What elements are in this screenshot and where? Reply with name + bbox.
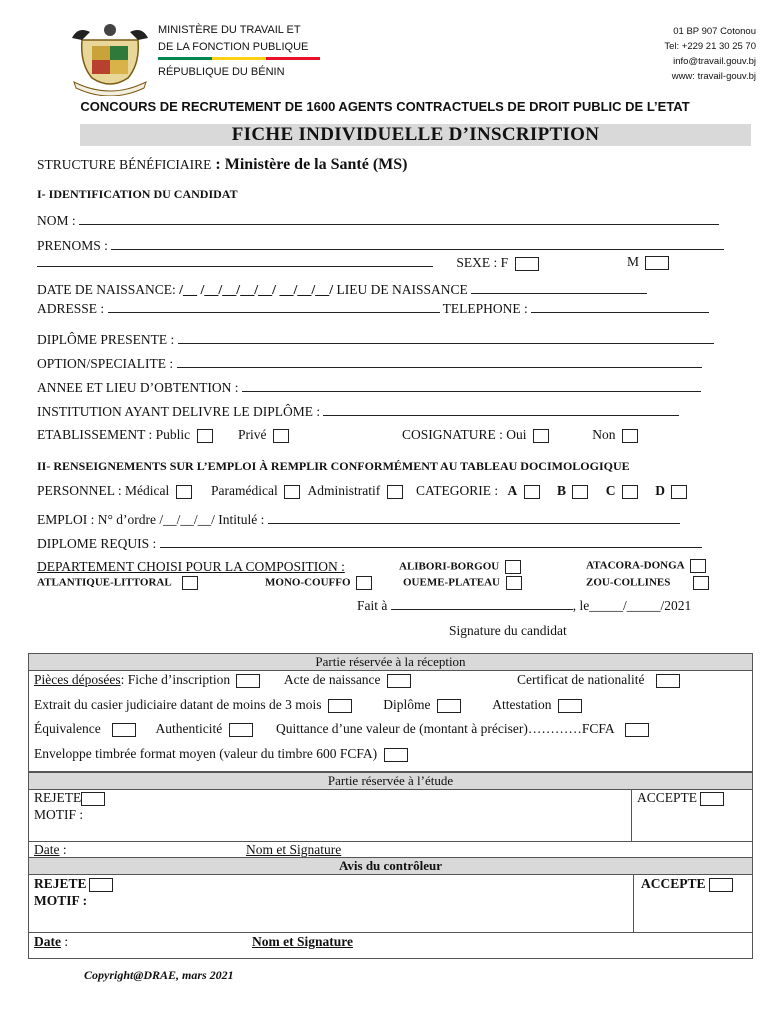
option-row xyxy=(37,355,702,372)
nom-field[interactable] xyxy=(79,212,719,225)
categorie-b-checkbox[interactable] xyxy=(572,485,588,499)
atlantique-row xyxy=(37,576,198,590)
contact-email: info@travail.gouv.bj xyxy=(673,56,756,67)
controleur-rejete-row xyxy=(34,876,113,892)
cosignature-non-checkbox[interactable] xyxy=(622,429,638,443)
controleur-date-row xyxy=(34,934,68,950)
personnel-administratif-checkbox[interactable] xyxy=(387,485,403,499)
prenoms-row xyxy=(37,237,724,254)
reception-row4 xyxy=(34,746,408,762)
diplome-depose-label: Diplôme xyxy=(383,697,431,712)
etablissement-row xyxy=(37,427,289,443)
emploi-row xyxy=(37,511,680,528)
categorie-a-label: A xyxy=(507,483,518,498)
equivalence-label: Équivalence xyxy=(34,721,101,736)
oueme-checkbox[interactable] xyxy=(506,576,522,590)
fait-a-label: Fait à xyxy=(357,598,388,613)
atacora-checkbox[interactable] xyxy=(690,559,706,573)
controleur-bottom-rule xyxy=(28,932,753,933)
etablissement-prive-label: Privé xyxy=(237,427,267,442)
categorie-a-checkbox[interactable] xyxy=(524,485,540,499)
attestation-label: Attestation xyxy=(492,697,552,712)
reception-row1 xyxy=(34,672,411,688)
etude-rejete-label: REJETE xyxy=(34,790,82,805)
nom-label: NOM : xyxy=(37,213,76,228)
option-label: OPTION/SPECIALITE : xyxy=(37,356,174,371)
zou-checkbox[interactable] xyxy=(693,576,709,590)
categorie-d-label: D xyxy=(655,483,665,498)
categorie-label: CATEGORIE : xyxy=(415,483,499,498)
certificat-nationalite-label: Certificat de nationalité xyxy=(517,672,645,687)
etablissement-public-checkbox[interactable] xyxy=(197,429,213,443)
etablissement-prive-checkbox[interactable] xyxy=(273,429,289,443)
acte-naissance-label: Acte de naissance xyxy=(283,672,381,687)
atlantique-checkbox[interactable] xyxy=(182,576,198,590)
sexe-label: SEXE : F xyxy=(456,255,509,270)
reception-title: Partie réservée à la réception xyxy=(28,653,753,671)
etude-title: Partie réservée à l’étude xyxy=(28,772,753,790)
personnel-medical-label: PERSONNEL : Médical xyxy=(37,483,170,498)
enveloppe-checkbox[interactable] xyxy=(384,748,408,762)
attestation-checkbox[interactable] xyxy=(558,699,582,713)
fait-row xyxy=(357,597,691,614)
quittance-checkbox[interactable] xyxy=(625,723,649,737)
cosignature-oui-label: COSIGNATURE : Oui xyxy=(402,427,527,442)
option-field[interactable] xyxy=(177,355,702,368)
signature-candidat-label: Signature du candidat xyxy=(449,623,567,638)
personnel-paramedical-label: Paramédical xyxy=(211,483,278,498)
categorie-d-checkbox[interactable] xyxy=(671,485,687,499)
zou-row xyxy=(586,576,709,590)
controleur-date-colon: : xyxy=(61,934,69,949)
cosignature-row xyxy=(402,427,638,443)
lieu-naissance-label: LIEU DE NAISSANCE xyxy=(336,282,468,297)
personnel-medical-checkbox[interactable] xyxy=(176,485,192,499)
diplome-field[interactable] xyxy=(178,331,714,344)
etude-nom-signature-label: Nom et Signature xyxy=(246,842,342,857)
mono-label: MONO-COUFFO xyxy=(265,576,351,589)
etude-accepte-row xyxy=(637,790,724,806)
etude-bottom-rule xyxy=(28,841,753,842)
departement-label: DEPARTEMENT CHOISI POUR LA COMPOSITION : xyxy=(37,559,345,574)
ministry-name-line1: MINISTÈRE DU TRAVAIL ET xyxy=(158,24,301,36)
adresse-row xyxy=(37,300,709,317)
prenoms-label: PRENOMS : xyxy=(37,238,108,253)
republic-name: RÉPUBLIQUE DU BÉNIN xyxy=(158,66,285,78)
prenoms-row2 xyxy=(37,254,539,271)
etude-accepte-checkbox[interactable] xyxy=(700,792,724,806)
categorie-b-label: B xyxy=(556,483,566,498)
reception-row2 xyxy=(34,697,582,713)
oueme-row xyxy=(403,576,522,590)
telephone-field[interactable] xyxy=(531,300,709,313)
section2-title: II- RENSEIGNEMENTS SUR L’EMPLOI À REMPLIR CONFORMÉMENT AU TABLEAU DOCIMOLOGIQUE xyxy=(37,459,630,473)
coat-of-arms-logo xyxy=(68,20,152,96)
contact-address: 01 BP 907 Cotonou xyxy=(673,26,756,37)
ministry-name-line2: DE LA FONCTION PUBLIQUE xyxy=(158,41,309,53)
casier-label: Extrait du casier judiciaire datant de moins de 3 mois xyxy=(34,697,322,712)
diplome-requis-field[interactable] xyxy=(160,535,702,548)
annee-field[interactable] xyxy=(242,379,701,392)
etude-date-row xyxy=(34,842,67,858)
controleur-divider xyxy=(633,874,634,932)
telephone-label: TELEPHONE : xyxy=(442,301,528,316)
sexe-f-checkbox[interactable] xyxy=(515,257,539,271)
flag-stripe xyxy=(158,57,320,60)
etude-divider xyxy=(631,789,632,841)
fiche-inscription-checkbox[interactable] xyxy=(236,674,260,688)
reception-row3 xyxy=(34,721,649,737)
emploi-intitule-field[interactable] xyxy=(268,511,680,524)
certificat-row xyxy=(517,672,680,688)
controleur-rejete-checkbox[interactable] xyxy=(89,878,113,892)
etude-date-colon: : xyxy=(59,842,67,857)
emploi-label: EMPLOI : N° d’ordre /__/__/__/ Intitulé : xyxy=(37,512,265,527)
date-naissance-field[interactable]: /__ /__/__/__/__/ __/__/__/ xyxy=(179,283,334,298)
copyright: Copyright@DRAE, mars 2021 xyxy=(84,968,234,982)
annee-label: ANNEE ET LIEU D’OBTENTION : xyxy=(37,380,239,395)
oueme-label: OUEME-PLATEAU xyxy=(403,576,500,589)
prenoms-field-continued[interactable] xyxy=(37,254,433,267)
date-naissance-label: DATE DE NAISSANCE: xyxy=(37,282,176,297)
atlantique-label: ATLANTIQUE-LITTORAL xyxy=(37,576,172,589)
cosignature-oui-checkbox[interactable] xyxy=(533,429,549,443)
fait-a-field[interactable] xyxy=(391,597,573,610)
atacora-row xyxy=(586,559,706,573)
institution-label: INSTITUTION AYANT DELIVRE LE DIPLÔME : xyxy=(37,404,321,419)
alibori-row xyxy=(399,560,521,574)
equivalence-checkbox[interactable] xyxy=(112,723,136,737)
fiche-inscription-label: : Fiche d’inscription xyxy=(120,672,231,687)
etude-rejete-row xyxy=(34,790,105,806)
controleur-accepte-label: ACCEPTE xyxy=(641,876,706,891)
controleur-accepte-row xyxy=(641,876,733,892)
diplome-requis-label: DIPLOME REQUIS : xyxy=(37,536,157,551)
form-title: FICHE INDIVIDUELLE D’INSCRIPTION xyxy=(231,124,600,145)
structure-row xyxy=(37,156,408,174)
controleur-motif-label: MOTIF : xyxy=(34,893,88,908)
etude-rejete-checkbox[interactable] xyxy=(81,792,105,806)
atacora-label: ATACORA-DONGA xyxy=(586,559,684,572)
concours-title: CONCOURS DE RECRUTEMENT DE 1600 AGENTS CONTRACTUELS DE DROIT PUBLIC DE L’ETAT xyxy=(80,99,690,114)
birth-row xyxy=(37,281,647,299)
etablissement-public-label: ETABLISSEMENT : Public xyxy=(37,427,191,442)
diplome-requis-row xyxy=(37,535,702,552)
personnel-administratif-label: Administratif xyxy=(307,483,381,498)
contact-phone: Tel: +229 21 30 25 70 xyxy=(664,41,756,52)
authenticite-label: Authenticité xyxy=(155,721,223,736)
controleur-date-label: Date xyxy=(34,934,61,949)
enveloppe-label: Enveloppe timbrée format moyen (valeur du timbre 600 FCFA) xyxy=(34,746,378,761)
sexe-m-label: M xyxy=(627,254,640,269)
personnel-paramedical-checkbox[interactable] xyxy=(284,485,300,499)
diplome-label: DIPLÔME PRESENTE : xyxy=(37,332,175,347)
contact-website: www: travail-gouv.bj xyxy=(671,71,756,82)
controleur-title: Avis du contrôleur xyxy=(28,857,753,875)
institution-row xyxy=(37,403,679,420)
adresse-label: ADRESSE : xyxy=(37,301,105,316)
mono-checkbox[interactable] xyxy=(356,576,372,590)
section1-title: I- IDENTIFICATION DU CANDIDAT xyxy=(37,187,238,201)
sexe-m-checkbox[interactable] xyxy=(645,256,669,270)
diplome-row xyxy=(37,331,714,348)
etude-date-label: Date xyxy=(34,842,60,857)
acte-naissance-checkbox[interactable] xyxy=(387,674,411,688)
zou-label: ZOU-COLLINES xyxy=(586,576,671,589)
controleur-rejete-label: REJETE xyxy=(34,876,87,891)
etude-motif-label: MOTIF : xyxy=(34,807,84,822)
structure-value: : Ministère de la Santé (MS) xyxy=(215,156,408,173)
certificat-nationalite-checkbox[interactable] xyxy=(656,674,680,688)
cosignature-non-label: Non xyxy=(592,427,616,442)
adresse-field[interactable] xyxy=(108,300,440,313)
mono-row xyxy=(265,576,372,590)
personnel-row xyxy=(37,483,687,499)
categorie-c-label: C xyxy=(605,483,616,498)
alibori-label: ALIBORI-BORGOU xyxy=(399,560,500,573)
pieces-deposees-label: Pièces déposées xyxy=(34,672,121,687)
quittance-label: Quittance d’une valeur de (montant à préciser)…………FCFA xyxy=(275,721,614,736)
prenoms-field[interactable] xyxy=(111,237,724,250)
fait-date-field[interactable]: , le_____/_____/2021 xyxy=(572,598,692,613)
controleur-accepte-checkbox[interactable] xyxy=(709,878,733,892)
structure-label: STRUCTURE BÉNÉFICIAIRE xyxy=(37,157,212,172)
lieu-naissance-field[interactable] xyxy=(471,281,647,294)
controleur-nom-signature-label: Nom et Signature xyxy=(252,934,353,949)
nom-row xyxy=(37,212,719,229)
casier-checkbox[interactable] xyxy=(328,699,352,713)
institution-field[interactable] xyxy=(323,403,679,416)
alibori-checkbox[interactable] xyxy=(505,560,521,574)
sexe-m-row xyxy=(627,254,669,270)
annee-row xyxy=(37,379,701,396)
contact-block xyxy=(664,24,756,84)
diplome-depose-checkbox[interactable] xyxy=(437,699,461,713)
categorie-c-checkbox[interactable] xyxy=(622,485,638,499)
authenticite-checkbox[interactable] xyxy=(229,723,253,737)
etude-accepte-label: ACCEPTE xyxy=(637,790,698,805)
